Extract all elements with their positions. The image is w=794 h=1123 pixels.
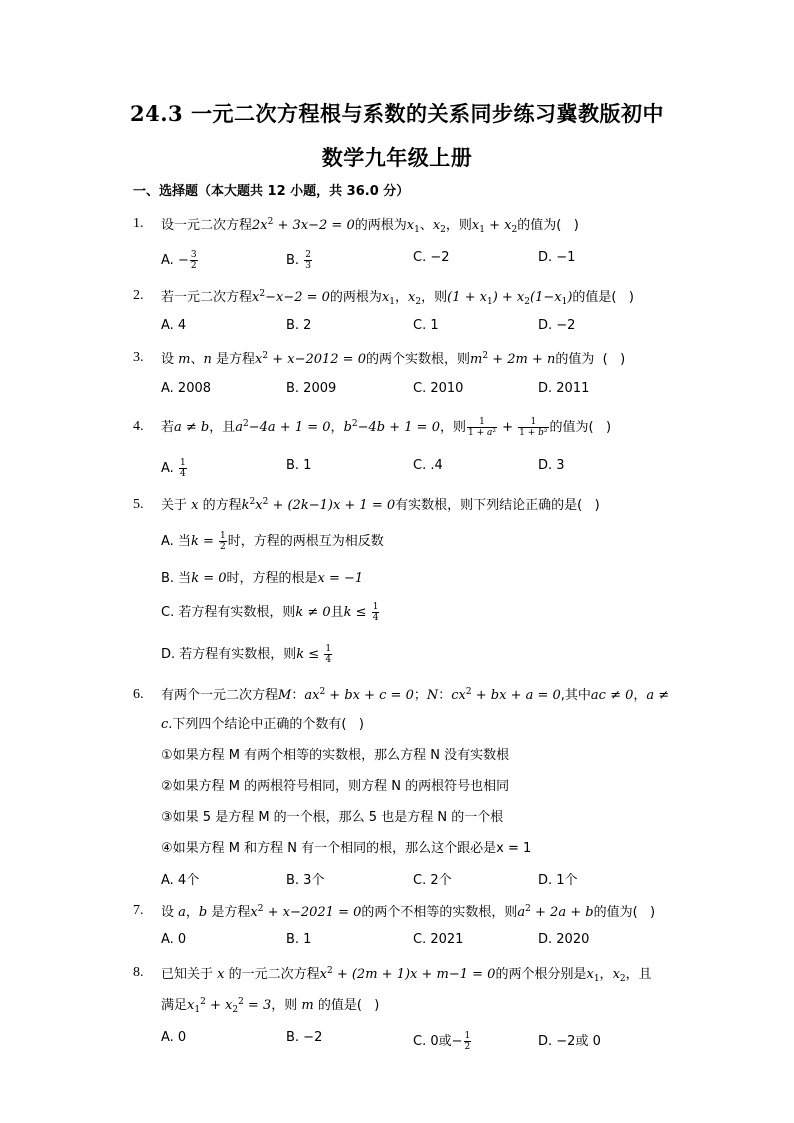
question-6-stem-continued: c.下列四个结论中正确的个数有( ) [161,717,364,732]
question-5-option-c[interactable]: C. 若方程有实数根，则k ≠ 0且k ≤ $\frac{1}{4}$ [161,602,379,623]
question-7-number: 7. [133,903,144,918]
question-5-option-d[interactable]: D. 若方程有实数根，则k ≤ $\frac{1}{4}$ [161,644,332,665]
question-8-number: 8. [133,965,144,980]
question-4-number: 4. [133,419,144,434]
question-1-option-b[interactable]: B. $\frac{2}{3}$ [286,250,311,271]
question-3-option-c[interactable]: C. 2010 [413,381,464,396]
question-7-option-c[interactable]: C. 2021 [413,932,464,947]
question-1-option-a[interactable]: A. − $\frac{3}{2}$ [161,250,197,271]
question-4-option-d[interactable]: D. 3 [538,458,565,473]
question-2-number: 2. [133,288,144,303]
question-6-stem: 有两个一元二次方程M：$ax^2$ + bx + c = 0；N：$cx^2$ + bx + a = 0,其中ac ≠ 0，a ≠ [161,687,670,703]
question-8-option-c[interactable]: C. 0或− $\frac{1}{2}$ [413,1031,471,1052]
question-3-option-d[interactable]: D. 2011 [538,381,590,396]
question-4-option-c[interactable]: C. .4 [413,458,443,473]
question-6-number: 6. [133,687,144,702]
question-2-option-d[interactable]: D. −2 [538,318,576,333]
question-3-number: 3. [133,350,144,365]
question-3-stem: 设 m、n 是方程$x^2 + x-2012 = 0$的两个实数根，则$m^2 + 2m + n$的值为 ( ) [161,351,626,367]
question-5-option-b[interactable]: B. 当k = 0时，方程的根是x = −1 [161,571,364,586]
question-4-option-a[interactable]: A. $\frac{1}{4}$ [161,458,186,479]
question-7-option-a[interactable]: A. 0 [161,932,187,947]
question-5-option-a[interactable]: A. 当k = $\frac{1}{2}$ 时，方程的两根互为相反数 [161,531,384,552]
question-6-option-c[interactable]: C. 2个 [413,873,452,888]
question-8-option-b[interactable]: B. −2 [286,1030,323,1045]
question-8-stem: 已知关于 x 的一元二次方程$x^2 + (2m + 1)x + m-1 = 0$的两个根分别是$x_1$，$x_2$，且 [161,966,652,984]
question-7-stem: 设 a，b 是方程$x^2 + x-2021 = 0$的两个不相等的实数根，则$a^2 + 2a + b$的值为( ) [161,904,656,920]
question-8-option-a[interactable]: A. 0 [161,1030,187,1045]
question-8-stem-continued: 满足$x_1^2 + x_2^2 = 3$，则 m 的值是( ) [161,997,380,1015]
question-6-option-d[interactable]: D. 1个 [538,873,578,888]
question-6-option-a[interactable]: A. 4个 [161,873,200,888]
question-6-statement-3: ③如果 5 是方程 M 的一个根，那么 5 也是方程 N 的一个根 [161,810,504,825]
page-title-line-2: 数学九年级上册 [321,145,473,170]
question-6-statement-2: ②如果方程 M 的两根符号相同，则方程 N 的两根符号也相同 [161,779,510,794]
question-5-number: 5. [133,497,144,512]
question-7-option-d[interactable]: D. 2020 [538,932,590,947]
question-6-statement-1: ①如果方程 M 有两个相等的实数根，那么方程 N 没有实数根 [161,748,510,763]
question-4-option-b[interactable]: B. 1 [286,458,312,473]
question-6-statement-4: ④如果方程 M 和方程 N 有一个相同的根，那么这个跟必是x = 1 [161,841,532,856]
question-1-stem: 设一元二次方程$2x^2 + 3x-2 = 0$的两根为$x_1$、$x_2$，则$x_1 + x_2$的值为( ) [161,217,579,235]
question-6-option-b[interactable]: B. 3个 [286,873,325,888]
question-2-option-a[interactable]: A. 4 [161,318,187,333]
question-1-option-c[interactable]: C. −2 [413,250,450,265]
question-2-option-b[interactable]: B. 2 [286,318,312,333]
question-3-option-b[interactable]: B. 2009 [286,381,337,396]
question-4-stem: 若a ≠ b，且$a^2-4a + 1 = 0$，$b^2-4b + 1 = 0$，则 $\frac{1}{\text{1 + a²}}$ + $\frac{1}{\text{1 + b²}}$ 的值为( ) [161,417,612,438]
question-8-option-d[interactable]: D. −2或 0 [538,1034,601,1049]
question-1-number: 1. [133,216,144,231]
question-7-option-b[interactable]: B. 1 [286,932,312,947]
question-3-option-a[interactable]: A. 2008 [161,381,212,396]
page-title-line-1: 24.3 一元二次方程根与系数的关系同步练习冀教版初中 [130,101,664,126]
question-2-option-c[interactable]: C. 1 [413,318,439,333]
question-5-stem: 关于 x 的方程$k^2x^2 + (2k-1)x + 1 = 0$有实数根，则下列结论正确的是( ) [161,497,600,513]
question-2-stem: 若一元二次方程$x^2-x-2 = 0$的两根为$x_1$，$x_2$，则$(1 + x_1) + x_2(1-x_1)$的值是( ) [161,289,634,307]
section-header: 一、选择题（本大题共 12 小题，共 36.0 分） [133,184,410,199]
question-1-option-d[interactable]: D. −1 [538,250,576,265]
